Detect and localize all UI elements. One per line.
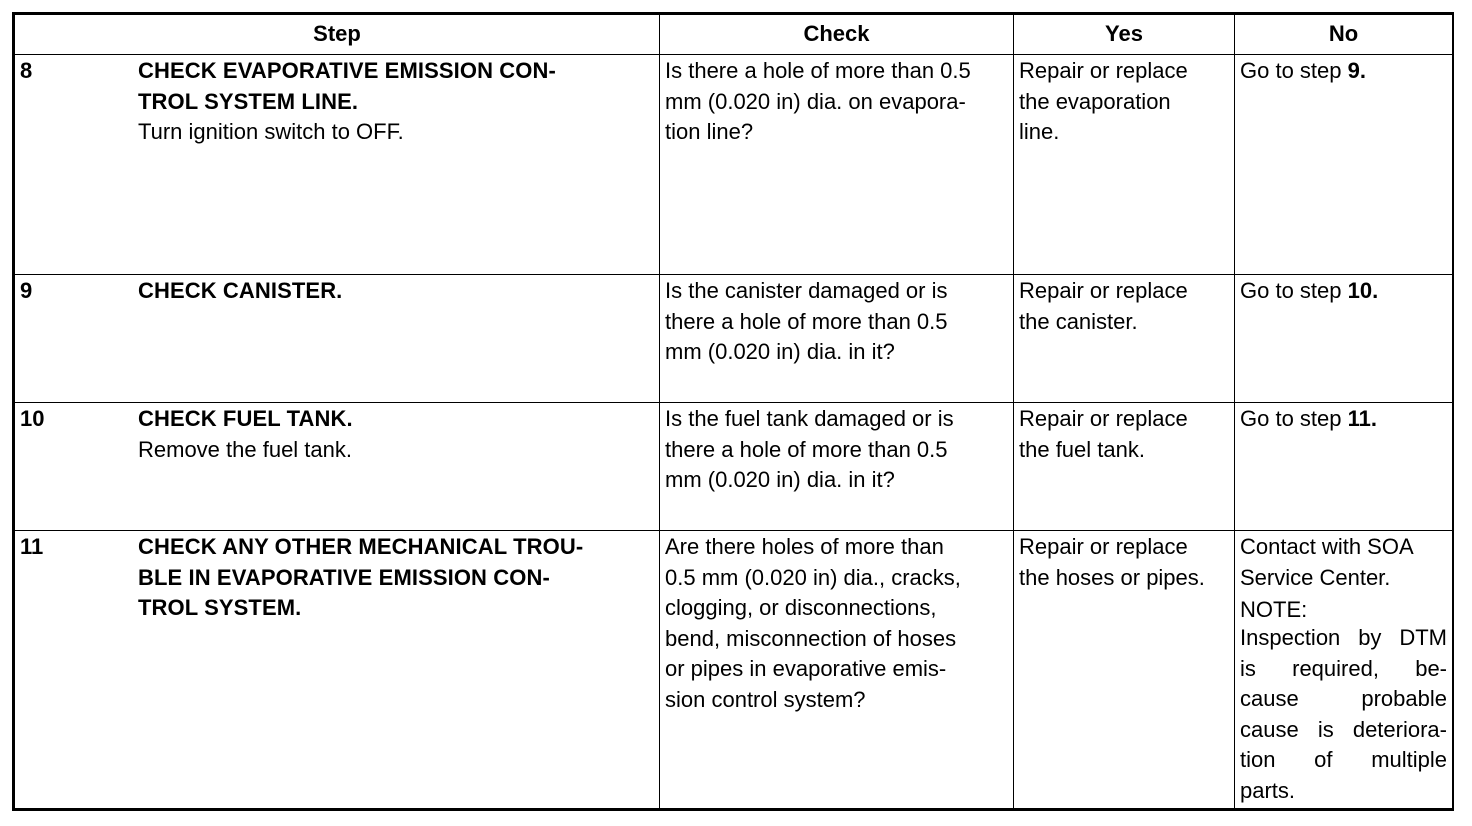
- table-row: [15, 55, 1453, 275]
- step-number: 9: [20, 278, 33, 303]
- note-word: of: [1314, 747, 1333, 772]
- check-cell: [660, 531, 1014, 809]
- no-step-ref: 11.: [1347, 406, 1377, 431]
- header-check: Check: [660, 15, 1014, 55]
- step-cell: [15, 531, 660, 809]
- note-word: required,: [1292, 655, 1379, 681]
- no-prefix: Go to step: [1240, 58, 1348, 83]
- step-title-line: TROL SYSTEM LINE.: [138, 88, 359, 114]
- note-word: DTM: [1399, 625, 1447, 650]
- check-line: Is there a hole of more than 0.5: [665, 58, 971, 83]
- step-title-line: CHECK FUEL TANK.: [138, 406, 353, 431]
- note-word: probable: [1361, 686, 1447, 711]
- yes-cell: [1014, 275, 1235, 403]
- note-line: [1240, 745, 1447, 776]
- no-line: Contact with SOA: [1240, 534, 1414, 559]
- no-cell: [1235, 403, 1453, 531]
- check-line: mm (0.020 in) dia. in it?: [665, 339, 895, 364]
- check-line: Is the canister damaged or is: [665, 278, 948, 303]
- check-line: Is the fuel tank damaged or is: [665, 406, 954, 431]
- step-cell: [15, 403, 660, 531]
- note-word: multiple: [1371, 747, 1447, 772]
- note-word: by: [1358, 625, 1382, 650]
- no-cell: [1235, 531, 1453, 809]
- yes-cell: [1014, 403, 1235, 531]
- no-step-ref: 10.: [1347, 278, 1379, 303]
- no-step-ref: 9.: [1347, 58, 1366, 83]
- check-line: sion control system?: [665, 686, 866, 712]
- check-line: tion line?: [665, 119, 754, 144]
- check-line: mm (0.020 in) dia. on evapora-: [665, 88, 966, 114]
- step-number: 8: [20, 58, 33, 83]
- step-cell: [15, 275, 660, 403]
- table-row: [15, 275, 1453, 403]
- check-line: there a hole of more than 0.5: [665, 308, 948, 334]
- step-title-line: BLE IN EVAPORATIVE EMISSION CON-: [138, 564, 550, 590]
- no-prefix: Go to step: [1240, 406, 1348, 431]
- check-line: bend, misconnection of hoses: [665, 625, 957, 651]
- no-prefix: Go to step: [1240, 278, 1348, 303]
- check-cell: [660, 55, 1014, 275]
- check-line: clogging, or disconnections,: [665, 595, 937, 620]
- note-word: tion: [1240, 747, 1276, 772]
- note-line: [1240, 684, 1447, 715]
- note-word: is: [1240, 655, 1256, 681]
- header-no: No: [1235, 15, 1453, 55]
- table-row: [15, 531, 1453, 809]
- note-line: [1240, 654, 1447, 685]
- note-label: NOTE:: [1240, 597, 1308, 622]
- no-cell: [1235, 275, 1453, 403]
- yes-cell: [1014, 531, 1235, 809]
- yes-line: Repair or replace: [1019, 58, 1188, 83]
- check-cell: [660, 403, 1014, 531]
- step-action: Turn ignition switch to OFF.: [138, 119, 404, 144]
- note-line: [1240, 715, 1447, 746]
- note-word: Inspection: [1240, 625, 1341, 650]
- diagnostic-table-page: [12, 12, 1454, 811]
- step-title-line: CHECK CANISTER.: [138, 278, 343, 303]
- check-line: there a hole of more than 0.5: [665, 436, 948, 462]
- yes-line: Repair or replace: [1019, 278, 1188, 303]
- header-row: [15, 15, 1453, 55]
- table-row: [15, 403, 1453, 531]
- note-word: cause: [1240, 686, 1299, 711]
- yes-line: the evaporation: [1019, 88, 1171, 114]
- no-cell: [1235, 55, 1453, 275]
- diagnostic-table: [14, 14, 1453, 809]
- step-title-line: TROL SYSTEM.: [138, 595, 302, 620]
- note-word: be-: [1415, 655, 1447, 681]
- no-line: Service Center.: [1240, 564, 1391, 590]
- check-line: 0.5 mm (0.020 in) dia., cracks,: [665, 564, 961, 590]
- yes-line: the fuel tank.: [1019, 436, 1145, 462]
- yes-line: Repair or replace: [1019, 534, 1188, 559]
- yes-line: the canister.: [1019, 308, 1138, 334]
- step-title-line: CHECK ANY OTHER MECHANICAL TROU-: [138, 534, 584, 559]
- header-step: Step: [15, 15, 660, 55]
- yes-line: Repair or replace: [1019, 406, 1188, 431]
- note-word: is: [1317, 716, 1334, 742]
- check-line: or pipes in evaporative emis-: [665, 656, 947, 681]
- yes-cell: [1014, 55, 1235, 275]
- step-action: Remove the fuel tank.: [138, 436, 353, 462]
- step-number: 11: [20, 534, 44, 559]
- yes-line: line.: [1019, 119, 1060, 144]
- step-title-line: CHECK EVAPORATIVE EMISSION CON-: [138, 58, 556, 83]
- check-line: mm (0.020 in) dia. in it?: [665, 467, 895, 492]
- note-line: parts.: [1240, 777, 1296, 803]
- check-cell: [660, 275, 1014, 403]
- header-yes: Yes: [1014, 15, 1235, 55]
- check-line: Are there holes of more than: [665, 534, 944, 559]
- step-cell: [15, 55, 660, 275]
- step-number: 10: [20, 406, 45, 431]
- note-line: [1240, 623, 1447, 654]
- yes-line: the hoses or pipes.: [1019, 564, 1205, 590]
- note-word: cause: [1240, 716, 1299, 742]
- note-word: deteriora-: [1352, 716, 1447, 742]
